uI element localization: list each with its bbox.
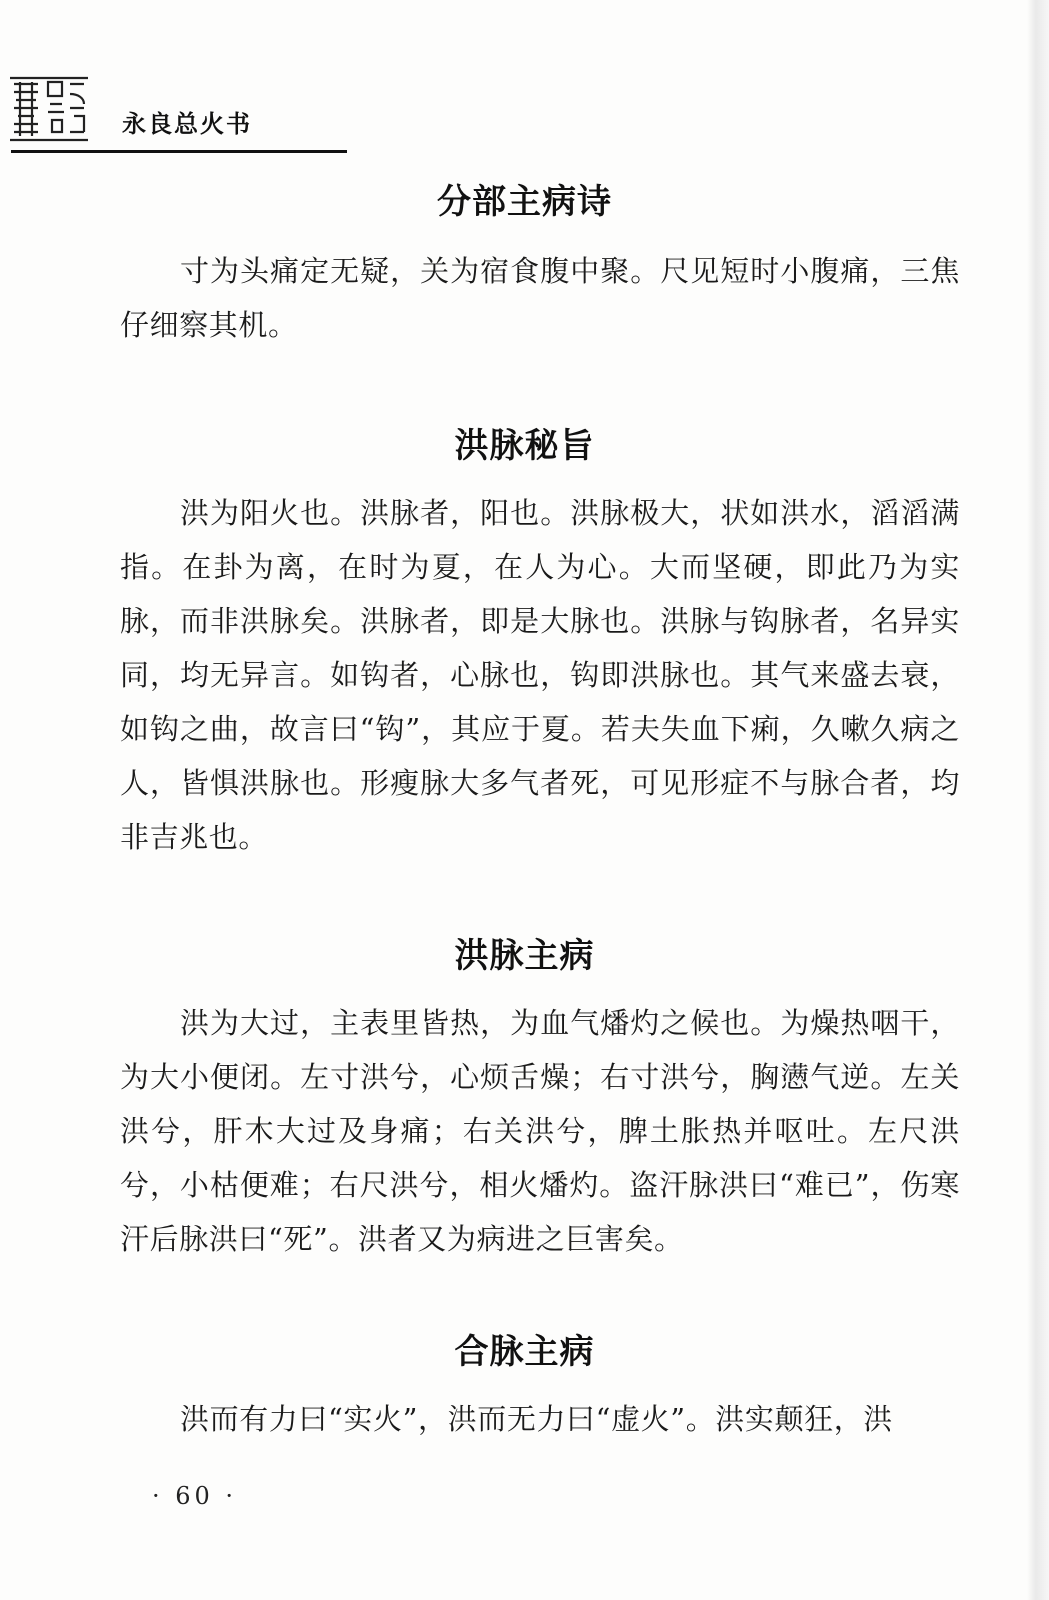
running-header [8,70,348,158]
section-paragraph-4: 洪而有力曰“实火”，洪而无力曰“虚火”。洪实颠狂，洪 [180,1402,893,1436]
book-title: 永良总火书 [122,110,252,138]
section-heading-2: 洪脉秘旨 [454,426,595,466]
section-paragraph-1: 寸为头痛定无疑，关为宿食腹中聚。尺见短时小腹痛，三焦仔细察其机。 [120,254,960,342]
section-heading-4: 合脉主病 [454,1332,595,1372]
page-number: · 60 · [152,1482,238,1510]
section-heading-3: 洪脉主病 [454,936,595,976]
header-rule [11,150,347,153]
section-heading-1: 分部主病诗 [437,182,612,222]
seal-stamp-icon [8,74,90,144]
section-paragraph-3: 洪为大过，主表里皆热，为血气燔灼之候也。为燥热咽干，为大小便闭。左寸洪兮，心烦舌燥；右寸洪兮，胸懑气逆。左关洪兮，肝木大过及身痛；右关洪兮，脾土胀热并呕吐。左尺洪兮，小枯便难；右尺洪兮，相火燔灼。盗汗脉洪曰“难已”，伤寒汗后脉洪曰“死”。洪者又为病进之巨害矣。 [120,1006,960,1256]
section-paragraph-2: 洪为阳火也。洪脉者，阳也。洪脉极大，状如洪水，滔滔满指。在卦为离，在时为夏，在人为心。大而坚硬，即此乃为实脉，而非洪脉矣。洪脉者，即是大脉也。洪脉与钩脉者，名异实同，均无异言。如钩者，心脉也，钩即洪脉也。其气来盛去衰，如钩之曲，故言曰“钩”，其应于夏。若夫失血下痢，久嗽久病之人，皆惧洪脉也。形瘦脉大多气者死，可见形症不与脉合者，均非吉兆也。 [120,496,960,854]
